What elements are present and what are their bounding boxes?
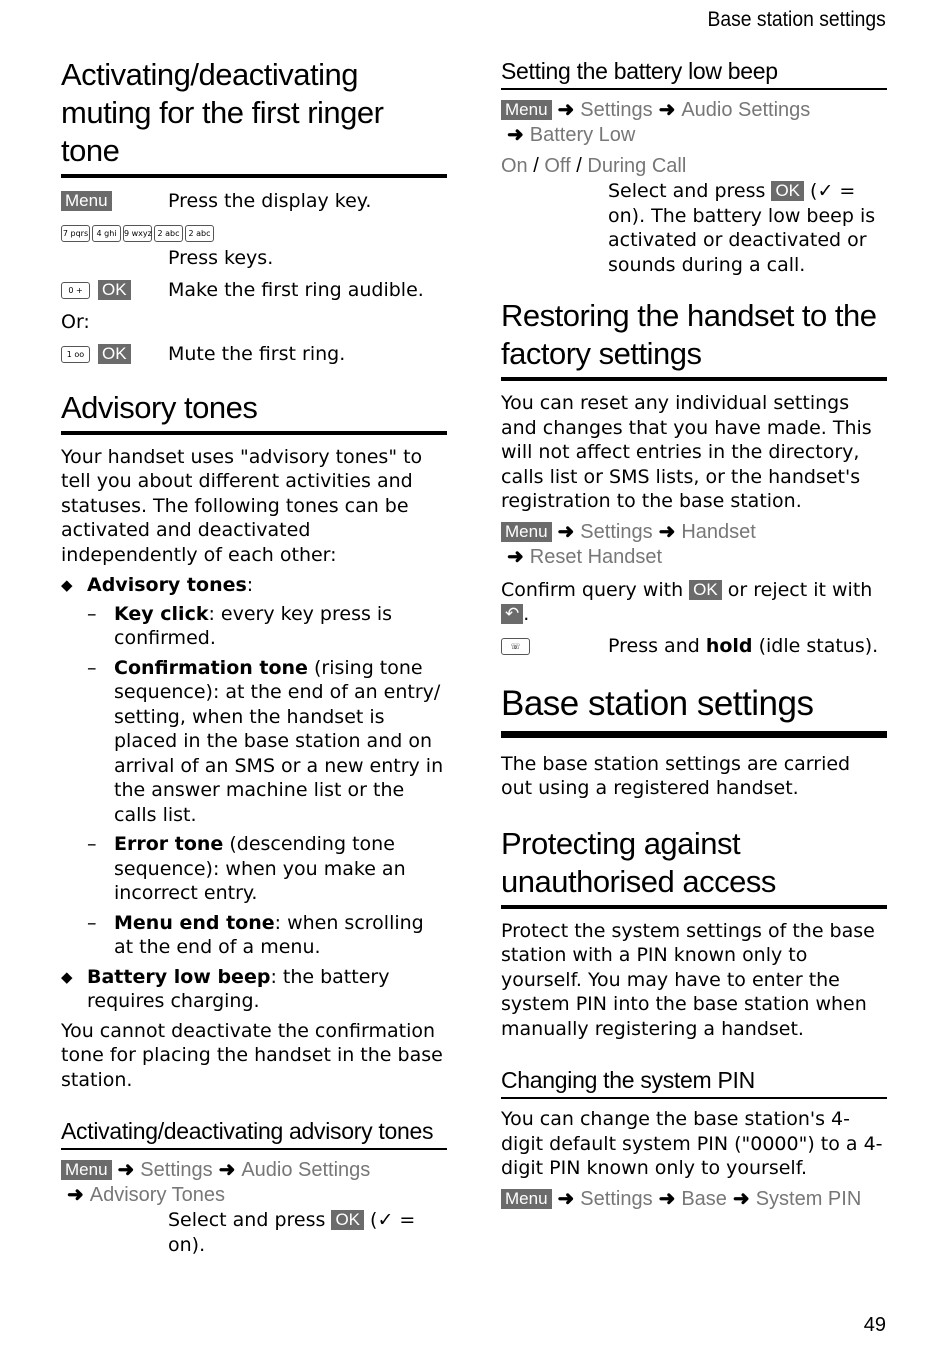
- menu-path: Menu ➜ Settings ➜ Audio Settings ➜ Advisory Tones: [61, 1158, 447, 1208]
- section-title-muting: Activating/deactivating muting for the first ringer tone: [61, 56, 447, 178]
- page-number: 49: [863, 1314, 886, 1336]
- advisory-list: ◆ Advisory tones: – Key click: every key press is confirmed. – Confirmation tone (rising tone sequence): at the end of an entry/ setting, when the handset is placed in the base station and on arrival of an SMS or a new entry in the answer machine list or the calls list. – Error tone (descending tone sequence): when you make an incorrect entry. – Menu end tone: when scrolling at the end of a menu. ◆ Battery low beep: the battery requires charging.: [61, 573, 447, 1014]
- end-call-key-icon: ☏: [501, 638, 530, 655]
- chapter-title: Base station settings: [501, 685, 887, 738]
- key-4-icon: 4 ghi: [92, 225, 121, 242]
- section-title-protect: Protecting against unauthorised access: [501, 825, 887, 909]
- section-title-pin: Changing the system PIN: [501, 1065, 887, 1099]
- key-7-icon: 7 pqrs: [61, 225, 90, 242]
- section-title-battery: Setting the battery low beep: [501, 56, 887, 90]
- end-key-icon: ↶: [501, 604, 523, 624]
- menu-path: Menu ➜ Settings ➜ Audio Settings ➜ Battery Low: [501, 98, 887, 148]
- menu-path: Menu ➜ Settings ➜ Handset ➜ Reset Handset: [501, 520, 887, 570]
- running-header: Base station settings: [707, 8, 886, 31]
- section-title-advisory-toggle: Activating/deactivating advisory tones: [61, 1116, 447, 1150]
- section-title-factory: Restoring the handset to the factory settings: [501, 297, 887, 381]
- right-column: Setting the battery low beep Menu ➜ Settings ➜ Audio Settings ➜ Battery Low On / Off / During Call Select and press OK (✓ = on). The battery low beep is activated or deactivated or sounds during a call. Restoring the handset to the factory settings You can reset any individual settings and changes that you have made. This will not affect entries in the directory, calls list or SMS lists, or the handset's registration to the base station. Menu ➜ Settings ➜ Handset ➜ Reset Handset Confirm query with OK or reject it with ↶ . ☏ Press and hold (idle status). Base station settings The base station settings are carried out using a registered handset. Protecting against unauthorised access Protect the system settings of the base station with a PIN known only to yourself. You may have to enter the system PIN into the base station when manually registering a handset. Changing the system PIN You can change the base station's 4-digit default system PIN ("0000") to a 4-digit PIN known only to yourself. Menu ➜ Settings ➜ Base ➜ System PIN: [501, 56, 887, 1212]
- left-column: Activating/deactivating muting for the first ringer tone Menu Press the display key. 7 pqrs 4 ghi 9 wxyz 2 abc 2 abc Press keys. 0 + OK Make the first ring audible. Or: 1 oo OK Mute the first ring. Advisory tones Your handset uses "advisory tones" to tell you about different activities and statuses. The following tones can be activated and deactivated independently of each other: ◆ Advisory tones: – Key click: every key press is confirmed. – Confirmation tone (rising tone sequence): at the end of an entry/ setting, when the handset is placed in the base station and on arrival of an SMS or a new entry in the answer machine list or the calls list. – Error tone (descending tone sequence): when you make an incorrect entry. – Menu end tone: when scrolling at the end of a menu. ◆ Battery low beep: the battery requires charging. You cannot deactivate the confirmation tone for placing the handset in the base station. Activating/deactivating advisory tones Menu ➜ Settings ➜ Audio Settings ➜ Advisory Tones Select and press OK (✓ = on).: [61, 56, 447, 1257]
- ok-key: OK: [98, 344, 131, 364]
- key-2-icon: 2 abc: [185, 225, 214, 242]
- key-0-icon: 0 +: [61, 282, 90, 299]
- key-1-icon: 1 oo: [61, 346, 90, 363]
- section-title-advisory: Advisory tones: [61, 389, 447, 435]
- key-9-icon: 9 wxyz: [123, 225, 152, 242]
- ok-key: OK: [98, 280, 131, 300]
- menu-path: Menu ➜ Settings ➜ Base ➜ System PIN: [501, 1187, 887, 1212]
- key-2-icon: 2 abc: [154, 225, 183, 242]
- menu-key: Menu: [61, 191, 112, 211]
